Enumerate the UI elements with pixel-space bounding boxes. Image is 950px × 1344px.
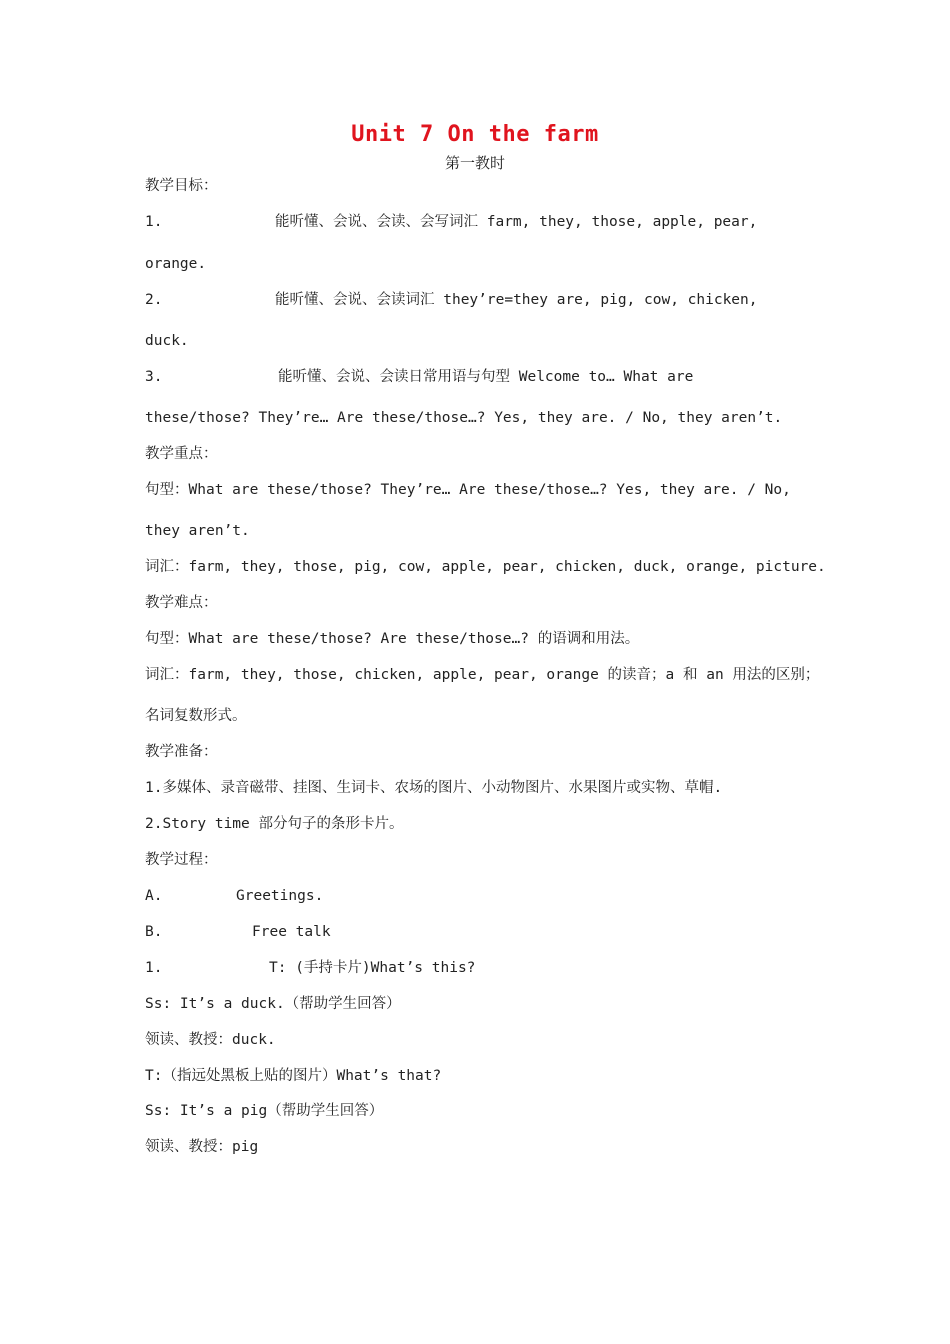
step-b-label: B. [145, 924, 163, 940]
objective-1-line-1 [145, 212, 805, 232]
teacher-question-2: T:（指远处黑板上贴的图片）What’s that? [145, 1068, 442, 1084]
preparation-item-2: 2.Story time 部分句子的条形卡片。 [145, 816, 404, 832]
objective-1-number: 1. [145, 214, 163, 230]
objective-1-text: 能听懂、会说、会读、会写词汇 farm, they, those, apple, pear, [275, 214, 758, 230]
objective-3-text: 能听懂、会说、会读日常用语与句型 Welcome to… What are [278, 369, 694, 385]
process-step-a [145, 886, 805, 906]
key-points-heading: 教学重点： [145, 446, 218, 462]
students-answer-1: Ss: It’s a duck.（帮助学生回答） [145, 996, 401, 1012]
students-answer-2: Ss: It’s a pig（帮助学生回答） [145, 1103, 384, 1119]
key-points-sentence-line-1: 句型：What are these/those? They’re… Are these/those…? Yes, they are. / No, [145, 482, 791, 498]
document-title: Unit 7 On the farm [351, 122, 599, 147]
objective-2-line-2: duck. [145, 333, 189, 349]
difficulties-sentence: 句型：What are these/those? Are these/those…? 的语调和用法。 [145, 631, 640, 647]
objective-2-text: 能听懂、会说、会读词汇 they’re=they are, pig, cow, chicken, [275, 292, 758, 308]
step-1-label: 1. [145, 960, 163, 976]
objective-3-line-1 [145, 367, 805, 387]
lesson-period: 第一教时 [444, 154, 505, 172]
step-a-text: Greetings. [236, 888, 324, 904]
step-a-label: A. [145, 888, 163, 904]
step-1-text: T: (手持卡片)What’s this? [269, 960, 476, 976]
process-heading: 教学过程： [145, 852, 218, 868]
preparation-heading: 教学准备： [145, 744, 218, 760]
preparation-item-1: 1.多媒体、录音磁带、挂图、生词卡、农场的图片、小动物图片、水果图片或实物、草帽. [145, 780, 723, 796]
objective-2-line-1 [145, 290, 805, 310]
key-points-sentence-line-2: they aren’t. [145, 523, 250, 539]
lead-reading-1: 领读、教授：duck. [145, 1032, 276, 1048]
process-step-b [145, 922, 805, 942]
difficulties-vocab-line-1: 词汇：farm, they, those, chicken, apple, pear, orange 的读音；a 和 an 用法的区别； [145, 667, 820, 683]
step-b-text: Free talk [252, 924, 331, 940]
lead-reading-2: 领读、教授：pig [145, 1139, 259, 1155]
difficulties-vocab-line-2: 名词复数形式。 [145, 708, 247, 724]
key-points-vocab: 词汇：farm, they, those, pig, cow, apple, pear, chicken, duck, orange, picture. [145, 559, 826, 575]
process-step-1 [145, 958, 805, 978]
objective-3-number: 3. [145, 369, 163, 385]
objective-2-number: 2. [145, 292, 163, 308]
objectives-heading: 教学目标： [145, 178, 218, 194]
objective-3-line-2: these/those? They’re… Are these/those…? Yes, they are. / No, they aren’t. [145, 410, 783, 426]
objective-1-line-2: orange. [145, 256, 207, 272]
difficulties-heading: 教学难点： [145, 595, 218, 611]
